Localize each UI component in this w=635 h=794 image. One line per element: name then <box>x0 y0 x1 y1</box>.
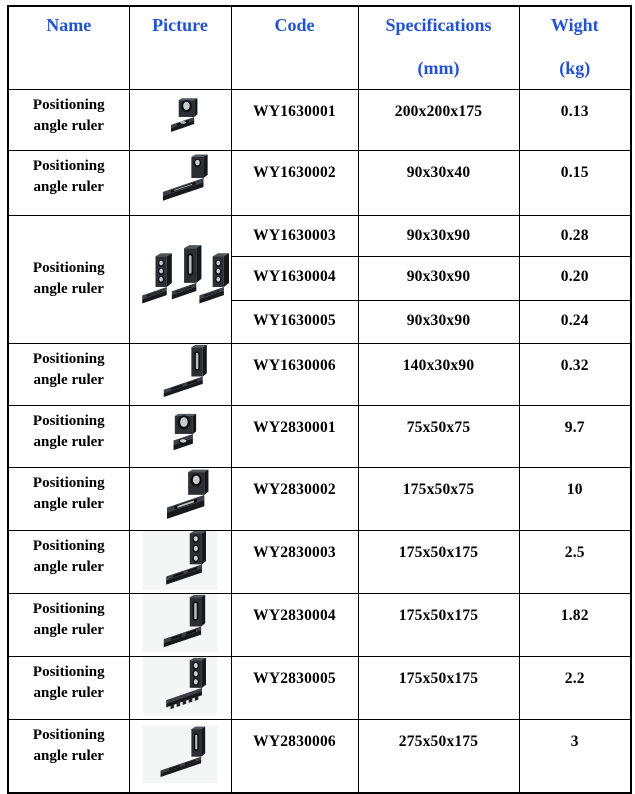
column-header-specifications <box>358 6 519 89</box>
product-name-cell <box>8 150 129 215</box>
name-line-1: Positioning <box>32 475 105 492</box>
weight-cell: 0.24 <box>519 300 631 343</box>
angle-bracket-image <box>130 152 231 214</box>
code-cell: WY1630002 <box>231 150 358 215</box>
weight-cell: 3 <box>519 719 631 793</box>
code-cell: WY1630006 <box>231 343 358 406</box>
header-weight-label: Wight <box>550 15 599 35</box>
product-picture-cell <box>129 343 231 406</box>
product-name-cell <box>8 594 129 657</box>
table-row <box>8 406 631 468</box>
header-specifications-label: Specifications <box>385 15 492 35</box>
header-specifications-unit: (mm) <box>417 58 460 78</box>
name-line-2: angle ruler <box>33 684 104 701</box>
product-picture-cell <box>129 150 231 215</box>
code-cell: WY2830001 <box>231 406 358 468</box>
spec-cell: 275x50x175 <box>358 719 519 793</box>
code-cell: WY1630001 <box>231 89 358 150</box>
product-picture-cell <box>129 531 231 594</box>
name-line-1: Positioning <box>32 96 105 113</box>
angle-bracket-image <box>130 95 231 144</box>
name-line-1: Positioning <box>32 413 105 430</box>
angle-bracket-image <box>130 725 231 787</box>
header-code-label: Code <box>274 15 315 35</box>
spec-cell: 75x50x75 <box>358 406 519 468</box>
column-header-code <box>231 6 358 89</box>
name-line-1: Positioning <box>32 601 105 617</box>
name-line-2: angle ruler <box>33 281 104 297</box>
code-cell: WY2830004 <box>231 594 358 657</box>
table-row <box>8 594 631 657</box>
table-row <box>8 656 631 719</box>
code-cell: WY1630003 <box>231 215 358 256</box>
code-cell: WY2830002 <box>231 468 358 531</box>
angle-bracket-image <box>130 657 231 719</box>
weight-cell: 0.28 <box>519 215 631 256</box>
header-picture-label: Picture <box>152 15 208 35</box>
header-name-label: Name <box>46 15 92 35</box>
header-weight-unit: (kg) <box>559 58 591 78</box>
header-row <box>8 6 631 89</box>
name-line-1: Positioning <box>32 350 105 367</box>
angle-bracket-image <box>130 468 231 530</box>
name-line-1: Positioning <box>32 260 105 276</box>
spec-cell: 200x200x175 <box>358 89 519 150</box>
name-line-2: angle ruler <box>33 178 104 195</box>
column-header-picture <box>129 6 231 89</box>
product-picture-cell <box>129 406 231 468</box>
code-cell: WY2830005 <box>231 656 358 719</box>
product-name-cell <box>8 719 129 793</box>
product-name-cell <box>8 406 129 468</box>
name-line-2: angle ruler <box>33 747 104 764</box>
spec-cell: 90x30x40 <box>358 150 519 215</box>
table-row <box>8 89 631 150</box>
product-name-cell <box>8 468 129 531</box>
weight-cell: 0.20 <box>519 256 631 300</box>
name-line-2: angle ruler <box>33 371 104 388</box>
spec-cell: 90x30x90 <box>358 300 519 343</box>
weight-cell: 10 <box>519 468 631 531</box>
name-line-2: angle ruler <box>33 434 104 451</box>
code-cell: WY1630004 <box>231 256 358 300</box>
angle-bracket-image <box>130 412 231 461</box>
product-picture-cell <box>129 468 231 531</box>
weight-cell: 0.15 <box>519 150 631 215</box>
table-row <box>8 468 631 531</box>
column-header-weight <box>519 6 631 89</box>
product-name-cell <box>8 656 129 719</box>
code-cell: WY2830003 <box>231 531 358 594</box>
table-row <box>8 531 631 594</box>
angle-bracket-image <box>130 344 231 406</box>
weight-cell: 0.13 <box>519 89 631 150</box>
code-cell: WY2830006 <box>231 719 358 793</box>
table-row <box>8 719 631 793</box>
code-cell: WY1630005 <box>231 300 358 343</box>
product-name-cell <box>8 215 129 343</box>
spec-cell: 90x30x90 <box>358 256 519 300</box>
spec-cell: 175x50x175 <box>358 531 519 594</box>
product-picture-cell <box>129 594 231 657</box>
spec-cell: 140x30x90 <box>358 343 519 406</box>
product-name-cell <box>8 343 129 406</box>
column-header-name <box>8 6 129 89</box>
name-line-1: Positioning <box>32 726 105 743</box>
name-line-1: Positioning <box>32 157 105 174</box>
product-picture-cell <box>129 89 231 150</box>
spec-cell: 90x30x90 <box>358 215 519 256</box>
product-picture-cell <box>129 656 231 719</box>
name-line-2: angle ruler <box>33 496 104 513</box>
weight-cell: 2.5 <box>519 531 631 594</box>
product-picture-cell <box>129 215 231 343</box>
product-name-cell <box>8 89 129 150</box>
spec-cell: 175x50x175 <box>358 656 519 719</box>
name-line-2: angle ruler <box>33 622 104 638</box>
weight-cell: 1.82 <box>519 594 631 657</box>
product-table <box>7 5 632 794</box>
angle-bracket-image <box>130 240 231 318</box>
table-row <box>8 215 631 256</box>
table-row <box>8 150 631 215</box>
weight-cell: 2.2 <box>519 656 631 719</box>
angle-bracket-image <box>130 531 231 593</box>
spec-cell: 175x50x75 <box>358 468 519 531</box>
name-line-1: Positioning <box>32 663 105 680</box>
spec-cell: 175x50x175 <box>358 594 519 657</box>
table-row <box>8 343 631 406</box>
name-line-2: angle ruler <box>33 559 104 576</box>
name-line-2: angle ruler <box>33 117 104 134</box>
weight-cell: 0.32 <box>519 343 631 406</box>
name-line-1: Positioning <box>32 538 105 555</box>
angle-bracket-image <box>130 594 231 656</box>
product-name-cell <box>8 531 129 594</box>
product-picture-cell <box>129 719 231 793</box>
weight-cell: 9.7 <box>519 406 631 468</box>
